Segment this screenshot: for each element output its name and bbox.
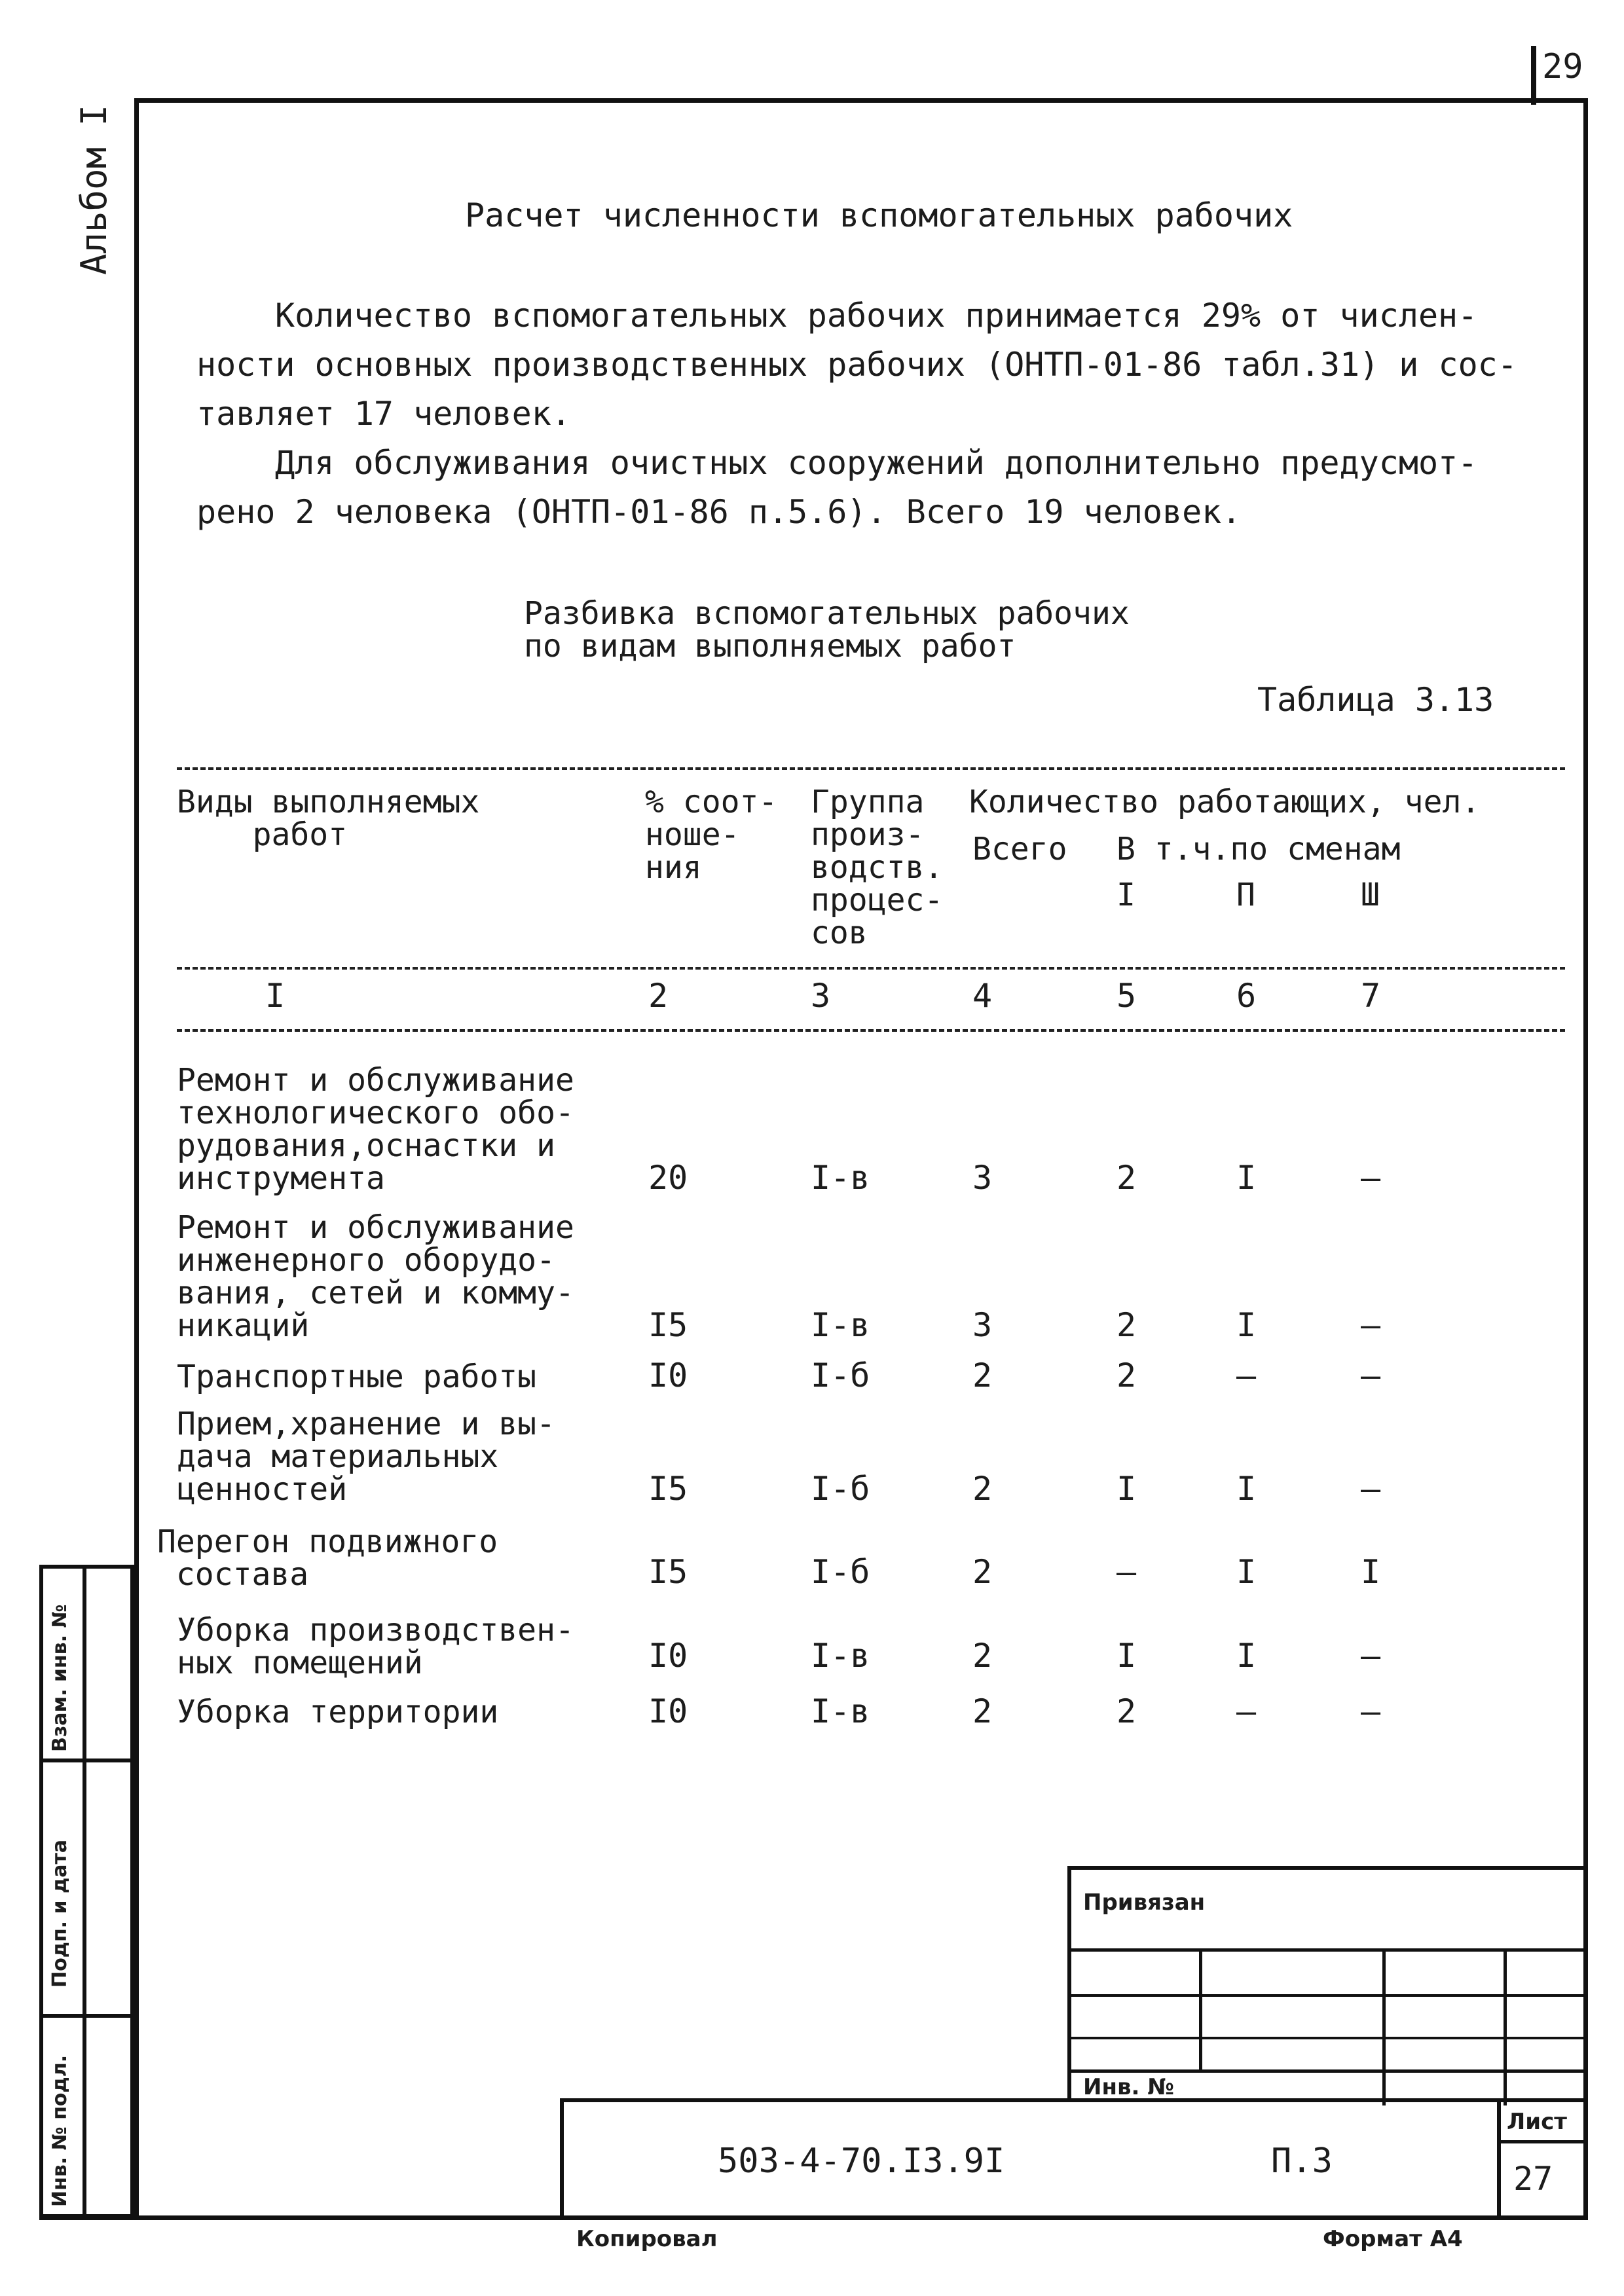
- cell-percent: I5: [648, 1470, 688, 1508]
- cell-group: I-в: [811, 1306, 870, 1344]
- cell-group: I-б: [811, 1470, 870, 1508]
- cell-shift-2: I: [1236, 1637, 1257, 1675]
- paragraph-line: Для обслуживания очистных сооружений дополнительно предусмот-: [275, 444, 1478, 482]
- table-row-label: Прием,хранение и вы- дача материальных ценностей: [177, 1406, 555, 1508]
- footer-format: Формат А4: [1323, 2226, 1463, 2252]
- paragraph-line: ности основных производственных рабочих (ОНТП-01-86 табл.31) и сос-: [196, 346, 1517, 384]
- cell-group: I-б: [811, 1357, 870, 1394]
- cell-shift-1: 2: [1116, 1692, 1137, 1730]
- table-row-label: Уборка территории: [177, 1694, 499, 1730]
- cell-percent: 20: [648, 1159, 688, 1197]
- cell-shift-2: I: [1236, 1159, 1257, 1197]
- stamp-inv-podl: Инв. № подл.: [48, 2054, 71, 2207]
- doc-code: 503-4-70.I3.9I: [718, 2141, 1005, 2181]
- header-by-shift: В т.ч.по сменам: [1116, 831, 1401, 867]
- column-number: 3: [811, 977, 831, 1015]
- tb-col: [1199, 1948, 1202, 2069]
- column-number: 7: [1361, 977, 1381, 1015]
- frame-top-border: [134, 98, 1588, 103]
- cell-shift-1: –: [1116, 1553, 1137, 1591]
- cell-total: 2: [972, 1357, 993, 1394]
- cell-total: 2: [972, 1470, 993, 1508]
- sheet-number: 27: [1513, 2160, 1553, 2198]
- footer-copied: Копировал: [576, 2226, 718, 2252]
- tb-sheet-divider: [1497, 2102, 1501, 2215]
- cell-percent: I0: [648, 1637, 688, 1675]
- frame-left-border: [134, 98, 139, 2219]
- table-row-label: Перегон подвижного состава: [157, 1523, 498, 1593]
- cell-total: 2: [972, 1553, 993, 1591]
- left-stamp-strip: [39, 1565, 134, 2218]
- cell-shift-2: –: [1236, 1692, 1257, 1730]
- cell-shift-1: 2: [1116, 1159, 1137, 1197]
- cell-percent: I5: [648, 1306, 688, 1344]
- album-label: Альбом I: [73, 104, 115, 275]
- cell-shift-3: –: [1361, 1470, 1381, 1508]
- column-number: I: [265, 977, 286, 1015]
- tb-col: [1382, 1948, 1386, 2105]
- doc-section: П.3: [1271, 2141, 1333, 2181]
- tb-rule: [1071, 1948, 1588, 1952]
- header-shift-3: Ш: [1361, 877, 1380, 913]
- table-row-label: Уборка производствен- ных помещений: [177, 1612, 574, 1681]
- table-row-label: Ремонт и обслуживание технологического обо- рудования,оснастки и инструмента: [177, 1062, 574, 1197]
- table-number: Таблица 3.13: [1257, 681, 1494, 719]
- page-number-bar: [1531, 46, 1536, 105]
- stamp-divider: [43, 1758, 130, 1762]
- table-row-label: Транспортные работы: [177, 1358, 537, 1395]
- tb-rule: [1071, 2037, 1588, 2039]
- tb-col: [1504, 1948, 1507, 2105]
- table-title: [524, 597, 1130, 663]
- stamp-vzam-inv: Взам. инв. №: [48, 1604, 71, 1752]
- table-top-rule: [177, 767, 1565, 770]
- cell-group: I-в: [811, 1692, 870, 1730]
- tb-inv-label: Инв. №: [1083, 2074, 1175, 2100]
- cell-shift-3: –: [1361, 1692, 1381, 1730]
- column-number: 6: [1236, 977, 1257, 1015]
- table-title-line2: по видам выполняемых работ: [524, 628, 1016, 665]
- cell-total: 3: [972, 1159, 993, 1197]
- column-number: 4: [972, 977, 993, 1015]
- header-percent: % соот- ноше- ния: [645, 784, 778, 886]
- cell-shift-2: I: [1236, 1470, 1257, 1508]
- cell-shift-3: –: [1361, 1159, 1381, 1197]
- cell-percent: I0: [648, 1357, 688, 1394]
- paragraph-line: Количество вспомогательных рабочих принимается 29% от числен-: [275, 297, 1478, 335]
- header-shift-1: I: [1116, 877, 1135, 913]
- cell-percent: I5: [648, 1553, 688, 1591]
- cell-shift-2: –: [1236, 1357, 1257, 1394]
- table-row-label: Ремонт и обслуживание инженерного оборудо- вания, сетей и комму- никаций: [177, 1209, 574, 1344]
- cell-percent: I0: [648, 1692, 688, 1730]
- paragraph-line: тавляет 17 человек.: [196, 395, 571, 433]
- stamp-divider-vertical: [83, 1569, 86, 2214]
- cell-shift-1: 2: [1116, 1357, 1137, 1394]
- cell-shift-3: –: [1361, 1357, 1381, 1394]
- header-workers-count: Количество работающих, чел.: [969, 784, 1481, 820]
- cell-shift-3: –: [1361, 1306, 1381, 1344]
- cell-shift-3: I: [1361, 1553, 1381, 1591]
- header-shift-2: П: [1236, 877, 1255, 913]
- table-title-line1: Разбивка вспомогательных рабочих: [524, 595, 1130, 632]
- cell-total: 2: [972, 1637, 993, 1675]
- header-work-types: Виды выполняемых работ: [177, 784, 480, 853]
- cell-group: I-в: [811, 1637, 870, 1675]
- header-process-group: Группа произ- водств. процес- сов: [811, 784, 944, 951]
- header-total: Всего: [972, 831, 1067, 867]
- cell-shift-3: –: [1361, 1637, 1381, 1675]
- cell-shift-1: I: [1116, 1470, 1137, 1508]
- cell-group: I-в: [811, 1159, 870, 1197]
- title-block-binding-area: [1067, 1866, 1588, 2102]
- cell-shift-2: I: [1236, 1553, 1257, 1591]
- page-title: Расчет численности вспомогательных рабочих: [465, 196, 1293, 234]
- cell-total: 2: [972, 1692, 993, 1730]
- tb-sheet-rule: [1497, 2140, 1584, 2143]
- tb-rule: [1071, 1994, 1588, 1997]
- cell-total: 3: [972, 1306, 993, 1344]
- cell-group: I-б: [811, 1553, 870, 1591]
- column-number: 5: [1116, 977, 1137, 1015]
- page-number: 29: [1542, 47, 1583, 86]
- title-block-main: [560, 2098, 1588, 2219]
- cell-shift-1: 2: [1116, 1306, 1137, 1344]
- paragraph-line: рено 2 человека (ОНТП-01-86 п.5.6). Всего 19 человек.: [196, 493, 1242, 531]
- sheet-label: Лист: [1507, 2109, 1567, 2135]
- table-header-rule: [177, 967, 1565, 970]
- stamp-podp-data: Подп. и дата: [48, 1839, 71, 1988]
- stamp-divider: [43, 2014, 130, 2018]
- tb-bound-label: Привязан: [1083, 1889, 1206, 1916]
- table-numbers-rule: [177, 1029, 1565, 1032]
- cell-shift-1: I: [1116, 1637, 1137, 1675]
- cell-shift-2: I: [1236, 1306, 1257, 1344]
- tb-rule: [1071, 2069, 1588, 2073]
- column-number: 2: [648, 977, 669, 1015]
